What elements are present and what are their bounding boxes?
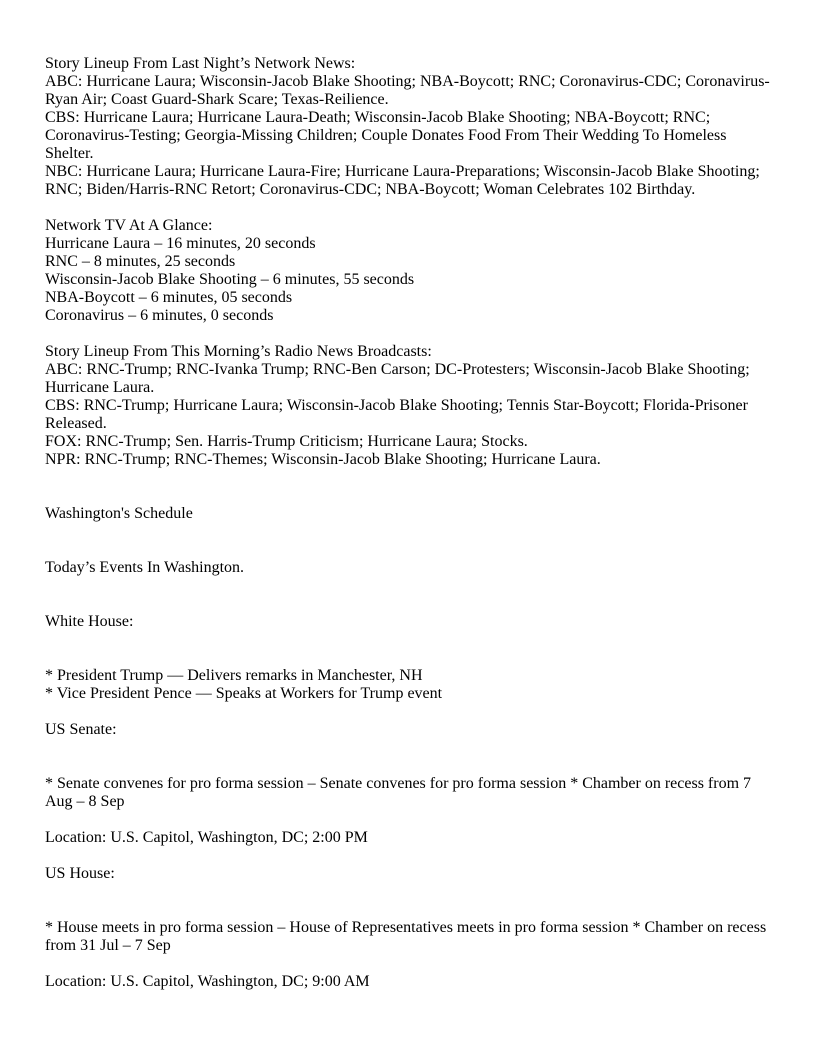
radio-news-cbs: CBS: RNC-Trump; Hurricane Laura; Wisconsin-Jacob Blake Shooting; Tennis Star-Boycott; Florida-Prisoner Released. (45, 397, 748, 432)
white-house-items (45, 667, 775, 703)
spacer (45, 577, 775, 613)
glance-line: NBA-Boycott – 6 minutes, 05 seconds (45, 289, 293, 306)
senate-detail: * Senate convenes for pro forma session – Senate convenes for pro forma session * Chamber on recess from 7 Aug – 8 Sep (45, 775, 752, 810)
house-heading: US House: (45, 865, 115, 882)
spacer (45, 523, 775, 559)
spacer (45, 703, 775, 721)
senate-heading: US Senate: (45, 721, 117, 738)
house-detail: * House meets in pro forma session – House of Representatives meets in pro forma session * Chamber on recess from 31 Jul – 7 Sep (45, 919, 767, 954)
radio-news-section (45, 343, 775, 469)
network-news-nbc: NBC: Hurricane Laura; Hurricane Laura-Fire; Hurricane Laura-Preparations; Wisconsin-Jacob Blake Shooting; RNC; Biden/Harris-RNC Retort; Coronavirus-CDC; NBA-Boycott; Woman Celebrates 102 Birthday. (45, 163, 760, 198)
glance-line: Coronavirus – 6 minutes, 0 seconds (45, 307, 274, 324)
spacer (45, 631, 775, 667)
house-location: Location: U.S. Capitol, Washington, DC; 9:00 AM (45, 973, 370, 990)
spacer (45, 955, 775, 973)
spacer (45, 325, 775, 343)
spacer (45, 847, 775, 865)
radio-news-fox: FOX: RNC-Trump; Sen. Harris-Trump Criticism; Hurricane Laura; Stocks. (45, 433, 528, 450)
white-house-item: * President Trump — Delivers remarks in Manchester, NH (45, 667, 423, 684)
spacer (45, 883, 775, 919)
radio-news-npr: NPR: RNC-Trump; RNC-Themes; Wisconsin-Jacob Blake Shooting; Hurricane Laura. (45, 451, 601, 468)
schedule-subtitle: Today’s Events In Washington. (45, 559, 245, 576)
network-news-cbs: CBS: Hurricane Laura; Hurricane Laura-Death; Wisconsin-Jacob Blake Shooting; NBA-Boycott; RNC; Coronavirus-Testing; Georgia-Missing Children; Couple Donates Food From Their Wedding To Homeless Shelter. (45, 109, 727, 162)
senate-location: Location: U.S. Capitol, Washington, DC; 2:00 PM (45, 829, 368, 846)
network-news-heading: Story Lineup From Last Night’s Network News: (45, 55, 356, 72)
white-house-heading: White House: (45, 613, 134, 630)
radio-news-abc: ABC: RNC-Trump; RNC-Ivanka Trump; RNC-Ben Carson; DC-Protesters; Wisconsin-Jacob Blake Shooting; Hurricane Laura. (45, 361, 750, 396)
glance-heading: Network TV At A Glance: (45, 217, 213, 234)
glance-line: Hurricane Laura – 16 minutes, 20 seconds (45, 235, 316, 252)
spacer (45, 469, 775, 505)
network-news-section (45, 55, 775, 199)
spacer (45, 199, 775, 217)
spacer (45, 811, 775, 829)
glance-line: RNC – 8 minutes, 25 seconds (45, 253, 236, 270)
glance-section (45, 217, 775, 325)
schedule-title: Washington's Schedule (45, 505, 193, 522)
white-house-item: * Vice President Pence — Speaks at Workers for Trump event (45, 685, 443, 702)
glance-line: Wisconsin-Jacob Blake Shooting – 6 minutes, 55 seconds (45, 271, 415, 288)
network-news-abc: ABC: Hurricane Laura; Wisconsin-Jacob Blake Shooting; NBA-Boycott; RNC; Coronavirus-CDC; Coronavirus-Ryan Air; Coast Guard-Shark Scare; Texas-Reilience. (45, 73, 770, 108)
spacer (45, 739, 775, 775)
document-page (45, 55, 775, 991)
radio-news-heading: Story Lineup From This Morning’s Radio News Broadcasts: (45, 343, 432, 360)
